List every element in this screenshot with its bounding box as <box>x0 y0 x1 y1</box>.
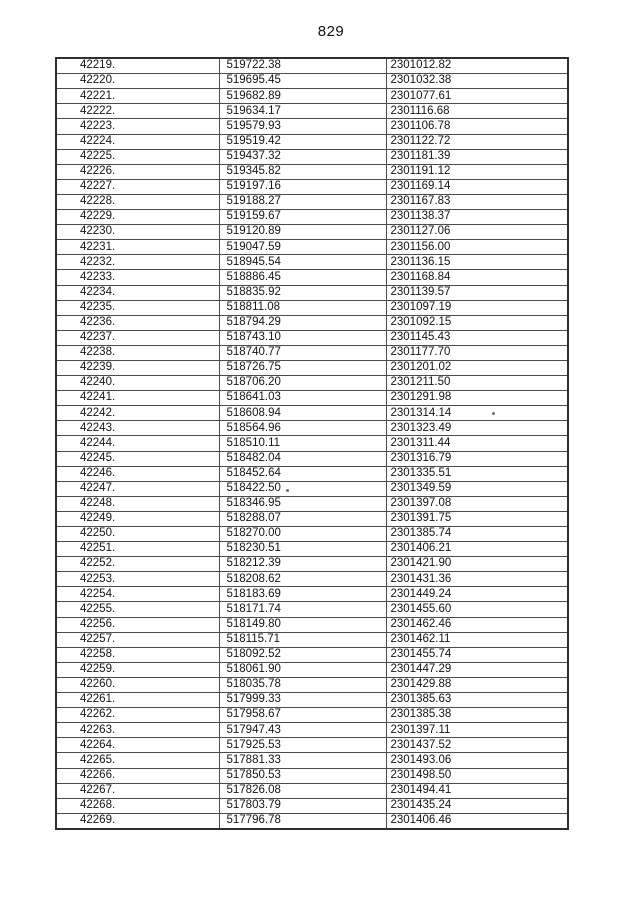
cell-index: 42239. <box>56 360 219 375</box>
cell-index: 42251. <box>56 542 219 557</box>
cell-value-1: 518212.39 <box>219 557 386 572</box>
cell-index: 42259. <box>56 662 219 677</box>
table-row <box>56 421 568 436</box>
cell-value-2: 2301122.72 <box>386 134 568 149</box>
cell-index: 42238. <box>56 345 219 360</box>
cell-value-2: 2301498.50 <box>386 768 568 783</box>
cell-index: 42247. <box>56 481 219 496</box>
cell-index: 42245. <box>56 451 219 466</box>
cell-value-1: 517850.53 <box>219 768 386 783</box>
table-row <box>56 693 568 708</box>
cell-value-1: 518035.78 <box>219 677 386 692</box>
cell-index: 42243. <box>56 421 219 436</box>
table-row <box>56 481 568 496</box>
cell-value-2: 2301145.43 <box>386 330 568 345</box>
cell-index: 42269. <box>56 813 219 829</box>
coordinate-table <box>55 57 569 830</box>
table-row <box>56 572 568 587</box>
cell-value-1: 518811.08 <box>219 300 386 315</box>
table-row <box>56 798 568 813</box>
cell-value-2: 2301406.46 <box>386 813 568 829</box>
cell-value-2: 2301139.57 <box>386 285 568 300</box>
cell-index: 42242. <box>56 406 219 421</box>
cell-index: 42262. <box>56 708 219 723</box>
cell-value-2: 2301385.63 <box>386 693 568 708</box>
cell-value-2: 2301421.90 <box>386 557 568 572</box>
cell-index: 42223. <box>56 119 219 134</box>
cell-value-2: 2301494.41 <box>386 783 568 798</box>
cell-value-1: 518452.64 <box>219 466 386 481</box>
cell-index: 42258. <box>56 647 219 662</box>
table-row <box>56 647 568 662</box>
cell-index: 42249. <box>56 511 219 526</box>
cell-value-2: 2301106.78 <box>386 119 568 134</box>
cell-value-2: 2301455.60 <box>386 602 568 617</box>
cell-value-2: 2301191.12 <box>386 164 568 179</box>
cell-value-2: 2301385.38 <box>386 708 568 723</box>
table-row <box>56 617 568 632</box>
table-row <box>56 119 568 134</box>
table-row <box>56 360 568 375</box>
table-row <box>56 179 568 194</box>
cell-value-1: 518346.95 <box>219 496 386 511</box>
cell-value-1: 518482.04 <box>219 451 386 466</box>
cell-value-1: 519634.17 <box>219 104 386 119</box>
cell-value-2: 2301116.68 <box>386 104 568 119</box>
cell-value-1: 517999.33 <box>219 693 386 708</box>
cell-value-2: 2301077.61 <box>386 89 568 104</box>
cell-index: 42233. <box>56 270 219 285</box>
cell-value-2: 2301397.08 <box>386 496 568 511</box>
table-row <box>56 436 568 451</box>
cell-index: 42231. <box>56 240 219 255</box>
cell-value-2: 2301462.11 <box>386 632 568 647</box>
cell-index: 42236. <box>56 315 219 330</box>
cell-index: 42265. <box>56 753 219 768</box>
table-row <box>56 300 568 315</box>
table-row <box>56 210 568 225</box>
cell-value-1: 518270.00 <box>219 527 386 542</box>
table-row <box>56 783 568 798</box>
cell-value-1: 518641.03 <box>219 391 386 406</box>
cell-value-2: 2301397.11 <box>386 723 568 738</box>
cell-index: 42264. <box>56 738 219 753</box>
cell-index: 42230. <box>56 225 219 240</box>
cell-value-2: 2301291.98 <box>386 391 568 406</box>
cell-index: 42222. <box>56 104 219 119</box>
table-row <box>56 89 568 104</box>
cell-value-1: 519682.89 <box>219 89 386 104</box>
cell-value-2: 2301437.52 <box>386 738 568 753</box>
cell-value-2: 2301168.84 <box>386 270 568 285</box>
cell-value-2: 2301156.00 <box>386 240 568 255</box>
cell-value-1: 518422.50 <box>219 481 386 496</box>
table-row <box>56 134 568 149</box>
cell-index: 42220. <box>56 74 219 89</box>
table-row <box>56 542 568 557</box>
cell-value-1: 517803.79 <box>219 798 386 813</box>
cell-value-2: 2301435.24 <box>386 798 568 813</box>
cell-value-1: 518740.77 <box>219 345 386 360</box>
cell-value-1: 518726.75 <box>219 360 386 375</box>
cell-value-1: 519519.42 <box>219 134 386 149</box>
cell-index: 42250. <box>56 527 219 542</box>
table-row <box>56 285 568 300</box>
cell-value-1: 519437.32 <box>219 149 386 164</box>
cell-value-2: 2301177.70 <box>386 345 568 360</box>
cell-index: 42244. <box>56 436 219 451</box>
cell-value-1: 518564.96 <box>219 421 386 436</box>
cell-index: 42225. <box>56 149 219 164</box>
cell-value-1: 519345.82 <box>219 164 386 179</box>
cell-value-1: 518061.90 <box>219 662 386 677</box>
cell-index: 42221. <box>56 89 219 104</box>
table-row <box>56 225 568 240</box>
cell-value-1: 518706.20 <box>219 376 386 391</box>
cell-index: 42252. <box>56 557 219 572</box>
cell-value-2: 2301316.79 <box>386 451 568 466</box>
cell-value-2: 2301314.14 <box>386 406 568 421</box>
cell-value-1: 519722.38 <box>219 58 386 74</box>
cell-index: 42228. <box>56 194 219 209</box>
cell-index: 42253. <box>56 572 219 587</box>
cell-value-2: 2301431.36 <box>386 572 568 587</box>
table-row <box>56 587 568 602</box>
cell-index: 42229. <box>56 210 219 225</box>
cell-value-1: 518608.94 <box>219 406 386 421</box>
cell-value-1: 518510.11 <box>219 436 386 451</box>
cell-value-1: 518288.07 <box>219 511 386 526</box>
table-row <box>56 527 568 542</box>
cell-index: 42261. <box>56 693 219 708</box>
cell-index: 42255. <box>56 602 219 617</box>
table-row <box>56 662 568 677</box>
cell-index: 42257. <box>56 632 219 647</box>
cell-value-2: 2301349.59 <box>386 481 568 496</box>
cell-value-1: 518835.92 <box>219 285 386 300</box>
cell-index: 42235. <box>56 300 219 315</box>
table-row <box>56 753 568 768</box>
cell-value-1: 519188.27 <box>219 194 386 209</box>
cell-value-1: 519197.16 <box>219 179 386 194</box>
table-row <box>56 813 568 829</box>
cell-value-1: 518230.51 <box>219 542 386 557</box>
cell-index: 42237. <box>56 330 219 345</box>
cell-value-1: 518945.54 <box>219 255 386 270</box>
cell-value-2: 2301493.06 <box>386 753 568 768</box>
table-row <box>56 164 568 179</box>
cell-value-2: 2301181.39 <box>386 149 568 164</box>
cell-value-2: 2301429.88 <box>386 677 568 692</box>
table-row <box>56 391 568 406</box>
table-row <box>56 149 568 164</box>
cell-index: 42224. <box>56 134 219 149</box>
cell-value-1: 519047.59 <box>219 240 386 255</box>
table-body <box>56 58 568 829</box>
cell-index: 42268. <box>56 798 219 813</box>
table-row <box>56 315 568 330</box>
cell-value-2: 2301211.50 <box>386 376 568 391</box>
cell-value-2: 2301462.46 <box>386 617 568 632</box>
cell-value-1: 518794.29 <box>219 315 386 330</box>
cell-value-1: 518092.52 <box>219 647 386 662</box>
cell-value-1: 517925.53 <box>219 738 386 753</box>
cell-value-2: 2301323.49 <box>386 421 568 436</box>
cell-value-1: 517881.33 <box>219 753 386 768</box>
table-row <box>56 240 568 255</box>
cell-value-1: 518886.45 <box>219 270 386 285</box>
cell-index: 42254. <box>56 587 219 602</box>
table-row <box>56 768 568 783</box>
cell-value-1: 519159.67 <box>219 210 386 225</box>
cell-value-2: 2301138.37 <box>386 210 568 225</box>
table-row <box>56 58 568 74</box>
cell-index: 42256. <box>56 617 219 632</box>
cell-index: 42232. <box>56 255 219 270</box>
cell-value-2: 2301311.44 <box>386 436 568 451</box>
table-row <box>56 194 568 209</box>
table-row <box>56 511 568 526</box>
cell-value-1: 519695.45 <box>219 74 386 89</box>
table-row <box>56 74 568 89</box>
cell-value-2: 2301391.75 <box>386 511 568 526</box>
cell-value-1: 519579.93 <box>219 119 386 134</box>
table-row <box>56 632 568 647</box>
table-row <box>56 104 568 119</box>
table-row <box>56 723 568 738</box>
cell-value-1: 518115.71 <box>219 632 386 647</box>
cell-value-1: 517947.43 <box>219 723 386 738</box>
cell-index: 42267. <box>56 783 219 798</box>
cell-value-2: 2301012.82 <box>386 58 568 74</box>
cell-value-1: 518183.69 <box>219 587 386 602</box>
cell-value-2: 2301092.15 <box>386 315 568 330</box>
cell-value-2: 2301127.06 <box>386 225 568 240</box>
cell-value-2: 2301335.51 <box>386 466 568 481</box>
cell-value-2: 2301449.24 <box>386 587 568 602</box>
cell-index: 42219. <box>56 58 219 74</box>
table-row <box>56 345 568 360</box>
table-row <box>56 677 568 692</box>
table-row <box>56 270 568 285</box>
cell-value-2: 2301032.38 <box>386 74 568 89</box>
stray-scan-dot <box>286 489 289 492</box>
cell-value-1: 518208.62 <box>219 572 386 587</box>
cell-value-2: 2301447.29 <box>386 662 568 677</box>
cell-value-1: 518149.80 <box>219 617 386 632</box>
cell-index: 42234. <box>56 285 219 300</box>
table-row <box>56 330 568 345</box>
cell-value-1: 518743.10 <box>219 330 386 345</box>
page-number: 829 <box>317 23 345 40</box>
stray-scan-dot <box>492 412 495 415</box>
cell-value-1: 517958.67 <box>219 708 386 723</box>
cell-value-1: 519120.89 <box>219 225 386 240</box>
cell-value-2: 2301406.21 <box>386 542 568 557</box>
cell-index: 42240. <box>56 376 219 391</box>
table-row <box>56 496 568 511</box>
table-row <box>56 255 568 270</box>
table-row <box>56 557 568 572</box>
table-row <box>56 451 568 466</box>
cell-index: 42227. <box>56 179 219 194</box>
table-row <box>56 376 568 391</box>
cell-index: 42226. <box>56 164 219 179</box>
cell-value-2: 2301097.19 <box>386 300 568 315</box>
table-row <box>56 602 568 617</box>
cell-index: 42246. <box>56 466 219 481</box>
cell-value-1: 517796.78 <box>219 813 386 829</box>
cell-value-2: 2301385.74 <box>386 527 568 542</box>
cell-index: 42266. <box>56 768 219 783</box>
cell-value-1: 517826.08 <box>219 783 386 798</box>
table-row <box>56 708 568 723</box>
cell-index: 42260. <box>56 677 219 692</box>
cell-value-2: 2301201.02 <box>386 360 568 375</box>
cell-index: 42241. <box>56 391 219 406</box>
cell-value-2: 2301167.83 <box>386 194 568 209</box>
cell-value-2: 2301169.14 <box>386 179 568 194</box>
cell-index: 42248. <box>56 496 219 511</box>
cell-value-2: 2301136.15 <box>386 255 568 270</box>
table-row <box>56 466 568 481</box>
cell-value-2: 2301455.74 <box>386 647 568 662</box>
cell-index: 42263. <box>56 723 219 738</box>
cell-value-1: 518171.74 <box>219 602 386 617</box>
table-row <box>56 738 568 753</box>
